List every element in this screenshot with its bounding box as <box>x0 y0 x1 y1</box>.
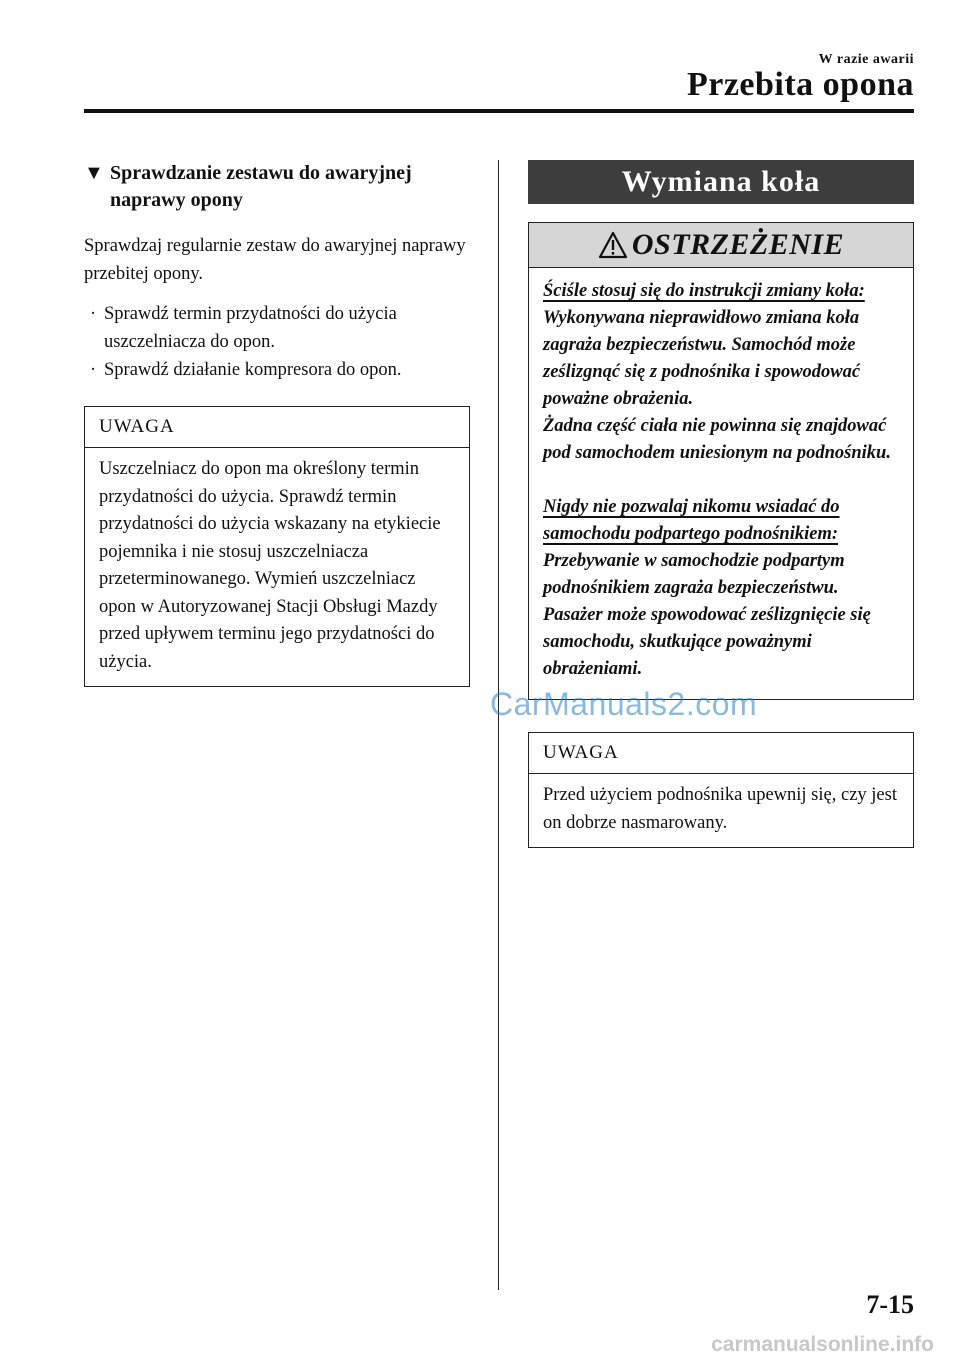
warning-text-2: Żadna część ciała nie powinna się znajdować pod samochodem uniesionym na podnośniku. <box>543 416 891 463</box>
note-box <box>84 406 470 687</box>
check-list <box>84 300 470 384</box>
subsection-heading <box>84 160 470 214</box>
list-item: · Sprawdź termin przydatności do użycia uszczelniacza do opon. <box>84 300 470 356</box>
intro-paragraph: Sprawdzaj regularnie zestaw do awaryjnej naprawy przebitej opony. <box>84 236 466 284</box>
section-banner: Wymiana koła <box>528 160 914 204</box>
note-title: UWAGA <box>85 407 469 448</box>
note-box <box>528 732 914 848</box>
page-number: 7-15 <box>866 1290 914 1319</box>
header-rule <box>84 109 914 113</box>
warning-text-1: Wykonywana nieprawidłowo zmiana koła zagraża bezpieczeństwu. Samochód może ześlizgnąć się z podnośnika i spowodować poważne obrażenia. <box>543 308 861 409</box>
warning-title: OSTRZEŻENIE <box>631 228 845 261</box>
list-item: · Sprawdź działanie kompresora do opon. <box>84 356 470 384</box>
subsection-heading-text: Sprawdzanie zestawu do awaryjnej naprawy opony <box>110 162 412 211</box>
warning-spacer <box>543 467 901 494</box>
note-title: UWAGA <box>529 733 913 774</box>
warning-emphasis-1: Ściśle stosuj się do instrukcji zmiany koła: <box>543 281 865 301</box>
warning-body <box>529 268 913 699</box>
note-body: Uszczelniacz do opon ma określony termin przydatności do użycia. Sprawdź termin przydatności do użycia wskazany na etykiecie pojemnika i nie stosuj uszczelniacza przeterminowanego. Wymień uszczelniacz opon w Autoryzowanej Stacji Obsługi Mazdy przed upływem terminu jego przydatności do użycia. <box>99 459 441 672</box>
note-body: Przed użyciem podnośnika upewnij się, czy jest on dobrze nasmarowany. <box>543 785 897 833</box>
warning-header <box>529 223 913 268</box>
column-divider <box>498 160 499 1290</box>
page-title: Przebita opona <box>686 66 914 103</box>
header-section-label: W razie awarii <box>818 52 914 67</box>
footer-watermark: carmanualsonline.info <box>711 1333 934 1356</box>
warning-emphasis-2: Nigdy nie pozwalaj nikomu wsiadać do samochodu podpartego podnośnikiem: <box>543 497 840 544</box>
triangle-down-icon: ▼ <box>84 162 104 184</box>
warning-triangle-icon <box>598 231 628 259</box>
left-column <box>84 160 470 687</box>
watermark-logo: CarManuals2.com <box>490 686 758 722</box>
warning-text-3: Przebywanie w samochodzie podpartym podnośnikiem zagraża bezpieczeństwu. Pasażer może spowodować ześlizgnięcie się samochodu, skutkujące poważnymi obrażeniami. <box>543 551 871 679</box>
right-column <box>528 160 914 848</box>
warning-box <box>528 222 914 700</box>
